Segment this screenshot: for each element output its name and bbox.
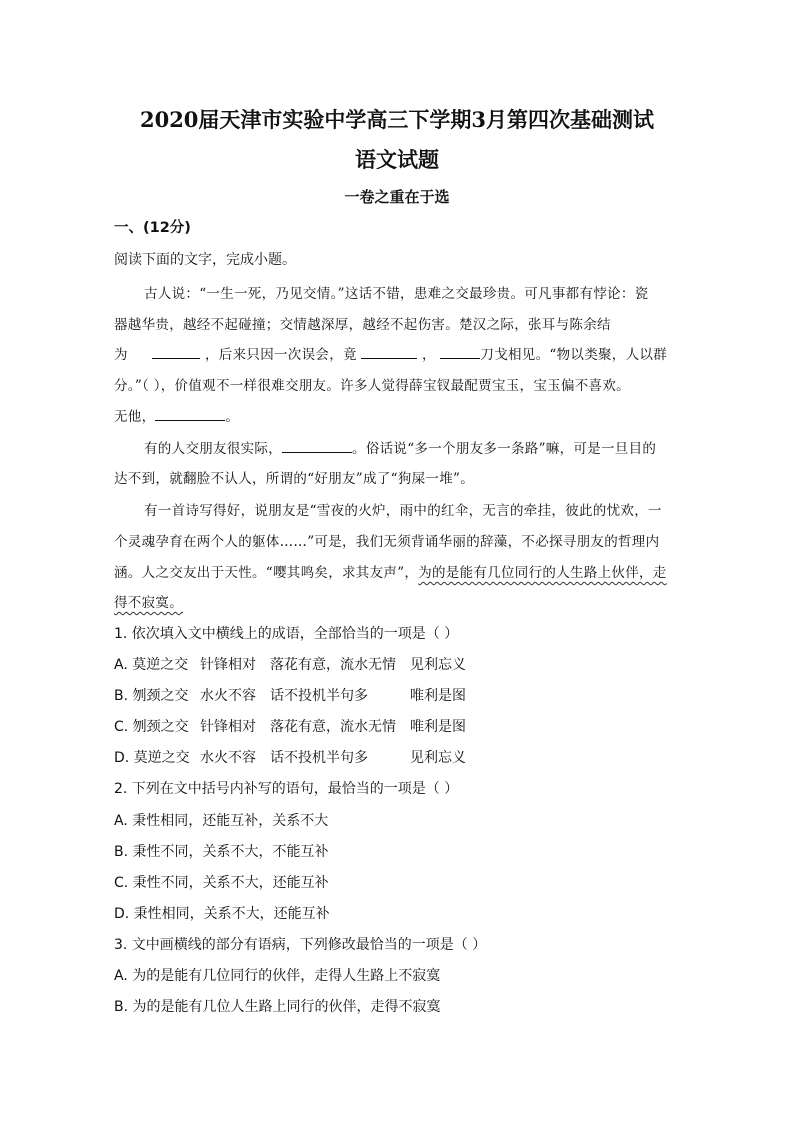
question-stem: 3. 文中画横线的部分有语病，下列修改最恰当的一项是（ ） — [114, 937, 487, 953]
passage-line: 器越华贵，越经不起碰撞；交情越深厚，越经不起伤害。楚汉之际，张耳与陈余结 — [114, 317, 611, 333]
passage-line: 达不到，就翻脸不认人，所谓的“好朋友”成了“狗屎一堆”。 — [114, 471, 475, 487]
answer-option: B. 秉性不同，关系不大，不能互补 — [114, 844, 329, 860]
fill-blank-3 — [440, 344, 480, 359]
passage-line — [114, 591, 183, 611]
passage-text: ， — [422, 347, 436, 363]
passage-text: 。 — [225, 409, 240, 425]
answer-option: B. 刎颈之交 水火不容 话不投机半句多 唯利是图 — [114, 688, 466, 704]
passage-line — [114, 343, 667, 363]
underlined-sentence: 为的是能有几位同行的人生路上伙伴，走 — [418, 565, 667, 581]
fill-blank-4 — [155, 406, 225, 421]
fill-blank-1 — [152, 344, 200, 359]
passage-line — [144, 437, 656, 457]
fill-blank-5 — [282, 438, 352, 453]
passage-line: 个灵魂孕育在两个人的躯体……”可是，我们无须背诵华丽的辞藻，不必探寻朋友的哲理内 — [114, 534, 660, 550]
answer-option: B. 为的是能有几位人生路上同行的伙伴，走得不寂寞 — [114, 999, 441, 1015]
answer-option: A. 秉性相同，还能互补，关系不大 — [114, 813, 329, 829]
underlined-sentence: 得不寂寞。 — [114, 595, 183, 611]
passage-text: 涵。人之交友出于天性。“嘤其鸣矣，求其友声”， — [114, 565, 419, 581]
fill-blank-2 — [361, 344, 417, 359]
answer-option: A. 为的是能有几位同行的伙伴，走得人生路上不寂寞 — [114, 968, 441, 984]
section-heading: 一、(12分) — [114, 220, 191, 236]
passage-line: 分。”（ ），价值观不一样很难交朋友。许多人觉得薛宝钗最配贾宝玉，宝玉偏不喜欢。 — [114, 378, 630, 394]
passage-line: 古人说：“一生一死，乃见交情。”这话不错，患难之交最珍贵。可凡事都有悖论：瓷 — [144, 286, 649, 302]
passage-line — [114, 405, 239, 425]
question-stem: 2. 下列在文中括号内补写的语句，最恰当的一项是（ ） — [114, 781, 459, 797]
passage-line: 有一首诗写得好，说朋友是“雪夜的火炉，雨中的红伞，无言的牵挂，彼此的忧欢，一 — [144, 503, 662, 519]
passage-text: 无他， — [114, 409, 156, 425]
passage-text: 刀戈相见。“物以类聚，人以群 — [480, 347, 668, 363]
document-subtitle: 语文试题 — [355, 147, 439, 172]
answer-option: C. 秉性不同，关系不大，还能互补 — [114, 875, 329, 891]
document-title: 2020届天津市实验中学高三下学期3月第四次基础测试 — [139, 107, 655, 132]
passage-text: 有的人交朋友很实际， — [144, 441, 282, 457]
passage-text: 为 — [114, 347, 128, 363]
passage-text: 。俗话说“多一个朋友多一条路”嘛，可是一旦目的 — [352, 441, 657, 457]
answer-option: D. 莫逆之交 水火不容 话不投机半句多 见利忘义 — [114, 750, 466, 766]
question-stem: 1. 依次填入文中横线上的成语，全部恰当的一项是（ ） — [114, 626, 459, 642]
answer-option: A. 莫逆之交 针锋相对 落花有意，流水无情 见利忘义 — [114, 657, 466, 673]
passage-text: ，后来只因一次误会，竟 — [205, 347, 357, 363]
answer-option: D. 秉性相同，关系不大，还能互补 — [114, 906, 330, 922]
passage-line — [114, 561, 667, 581]
answer-option: C. 刎颈之交 针锋相对 落花有意，流水无情 唯利是图 — [114, 719, 466, 735]
section-label: 一卷之重在于选 — [344, 188, 450, 206]
section-intro: 阅读下面的文字，完成小题。 — [114, 252, 296, 268]
